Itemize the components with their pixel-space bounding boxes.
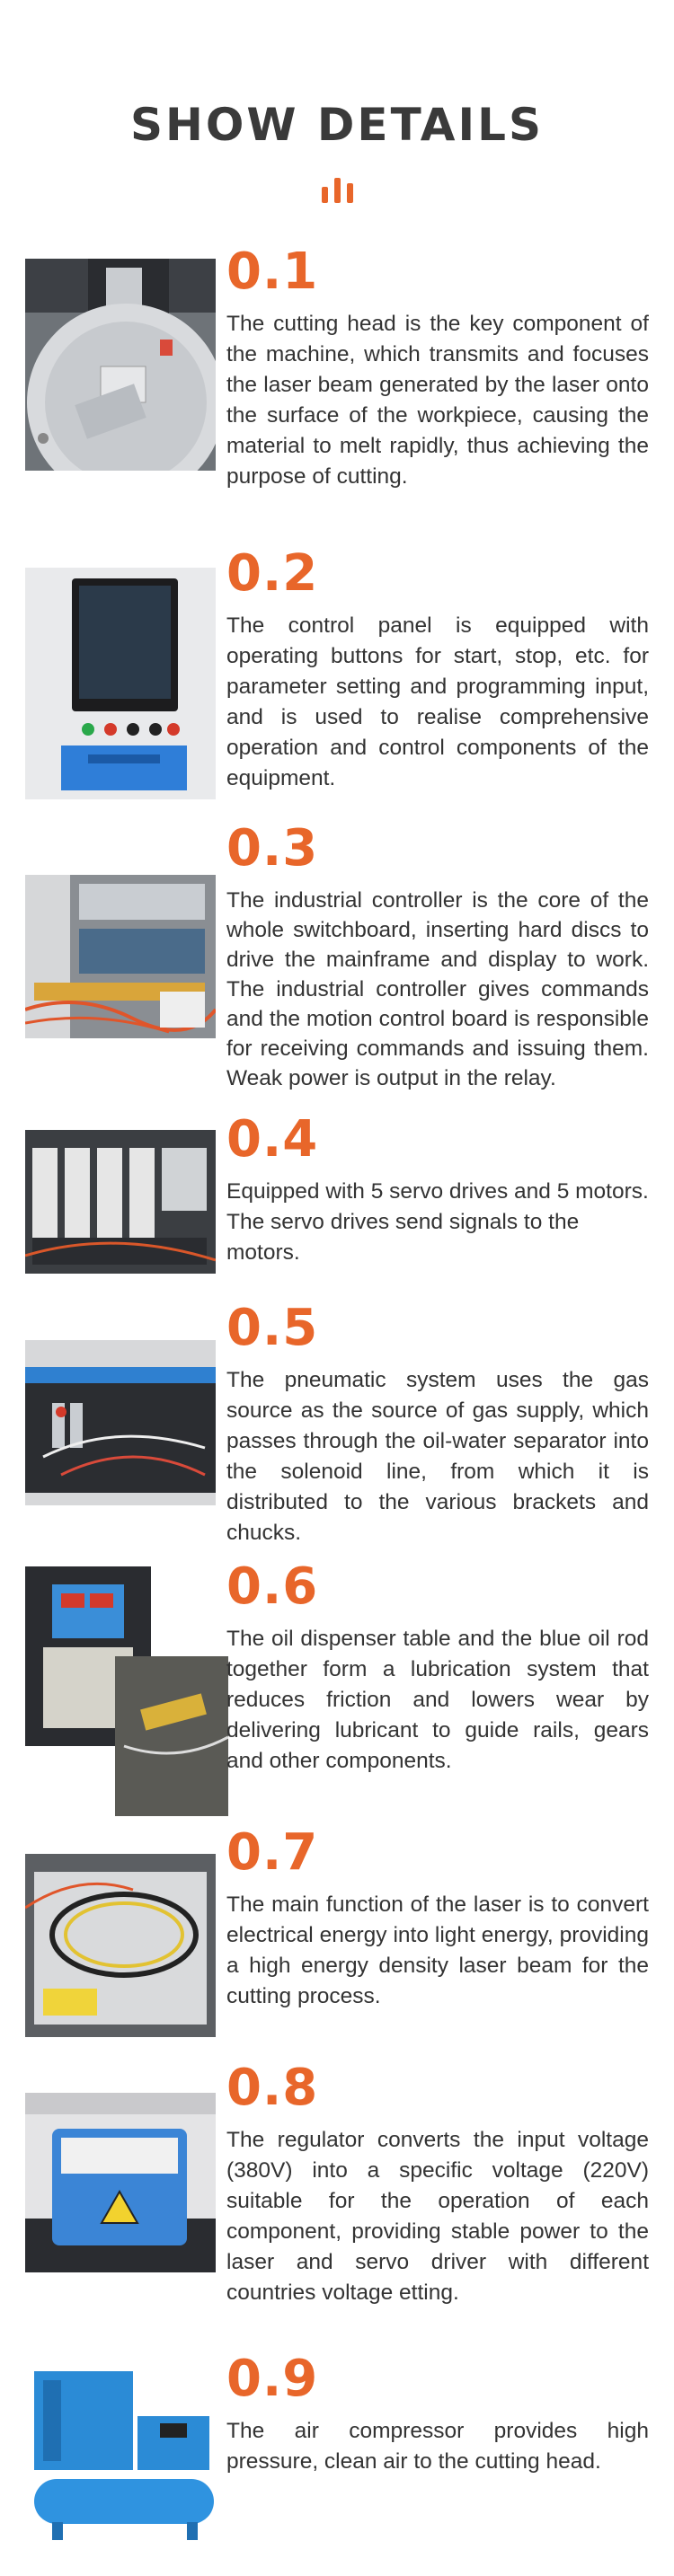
item-number: 0.2: [226, 544, 319, 603]
cutting-head-photo: [25, 259, 216, 471]
control-panel-photo: [25, 568, 216, 799]
item-number: 0.5: [226, 1299, 319, 1357]
page-title: SHOW DETAILS: [130, 99, 544, 151]
item-description: Equipped with 5 servo drives and 5 motors. The servo drives send signals to the motors.: [226, 1179, 649, 1265]
item-number: 0.7: [226, 1823, 319, 1882]
laser-source-photo: [25, 1854, 216, 2037]
air-compressor-photo: [25, 2362, 225, 2547]
item-description: The industrial controller is the core of the whole switchboard, inserting hard discs to drive the mainframe and display to work. The industrial controller gives commands and the motion control board is responsible for receiving commands and issuing them. Weak power is output in the relay.: [226, 888, 649, 1090]
item-description: The oil dispenser table and the blue oil rod together form a lubrication system that reduces friction and lowers wear by delivering lubricant to guide rails, gears and other components.: [226, 1627, 649, 1773]
item-number: 0.9: [226, 2350, 319, 2408]
servo-drives-photo: [25, 1130, 216, 1274]
lubrication-system-photo: [25, 1566, 228, 1816]
pneumatic-system-photo: [25, 1340, 216, 1505]
item-description: The pneumatic system uses the gas source as the source of gas supply, which passes through the oil-water separator into the solenoid line, from which it is distributed to the various brackets and chucks.: [226, 1368, 649, 1545]
item-number: 0.3: [226, 819, 319, 878]
item-number: 0.6: [226, 1557, 319, 1616]
item-description: The air compressor provides high pressure, clean air to the cutting head.: [226, 2419, 649, 2474]
item-description: The main function of the laser is to convert electrical energy into light energy, providing a high energy density laser beam for the cutting process.: [226, 1892, 649, 2008]
item-number: 0.1: [226, 243, 319, 301]
item-description: The control panel is equipped with operating buttons for start, stop, etc. for parameter setting and programming input, and is used to realise comprehensive operation and control components of the equipment.: [226, 613, 649, 790]
title-bars-icon: [320, 172, 356, 203]
item-number: 0.4: [226, 1110, 319, 1169]
item-description: The regulator converts the input voltage (380V) into a specific voltage (220V) suitable for the operation of each component, providing stable power to the laser and servo driver with different countries voltage etting.: [226, 2128, 649, 2305]
industrial-controller-photo: [25, 875, 216, 1038]
voltage-regulator-photo: [25, 2093, 216, 2272]
item-number: 0.8: [226, 2059, 319, 2117]
item-description: The cutting head is the key component of the machine, which transmits and focuses the laser beam generated by the laser onto the surface of the workpiece, causing the material to melt rapidly, thus achieving the purpose of cutting.: [226, 312, 649, 489]
